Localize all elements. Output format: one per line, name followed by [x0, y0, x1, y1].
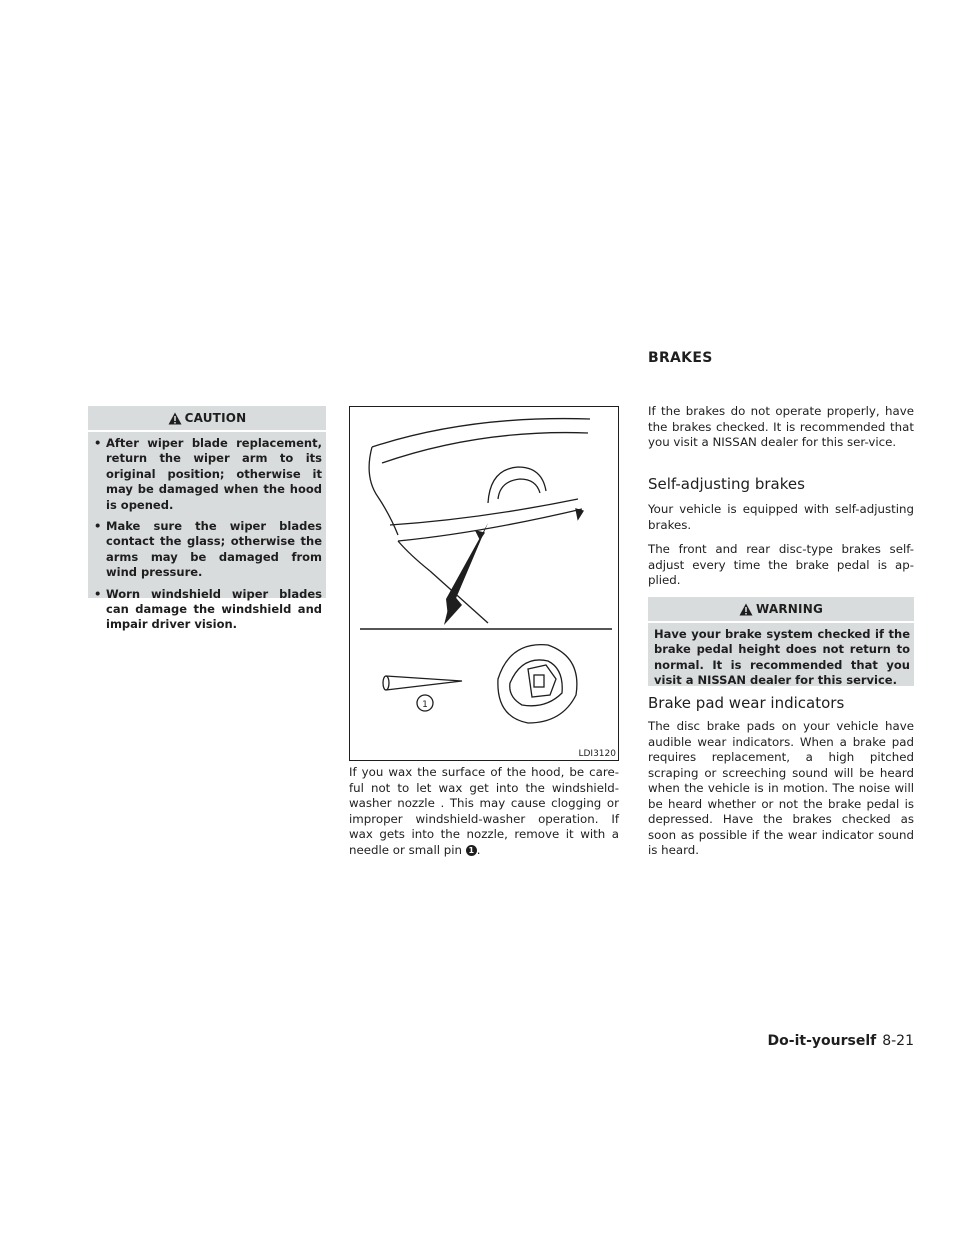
- page-footer: [768, 1033, 914, 1049]
- caution-item: • Make sure the wiper blades contact the glass; otherwise the arms may be damaged from wind pressure.: [94, 519, 322, 581]
- heading-self-adjusting-brakes: Self-adjusting brakes: [648, 475, 805, 493]
- warning-text: Have your brake system checked if the brake pedal height does not return to normal. It is recommended that you visit a NISSAN dealer for this service.: [654, 627, 910, 688]
- caution-title: CAUTION: [184, 411, 247, 425]
- caution-header: [88, 406, 326, 430]
- caution-list: [88, 436, 326, 633]
- self-adjusting-p1: Your vehicle is equipped with self-adjusting brakes.: [648, 502, 914, 532]
- footer-section: Do-it-yourself: [767, 1033, 877, 1049]
- brake-pad-wear-text: The disc brake pads on your vehicle have audible wear indicators. When a brake pad requires replacement, a high pitched scraping or screeching sound will be heard when the vehicle is in motion. The noise will be heard whether or not the brake pedal is depressed. Have the brakes checked as soon as possible if the wear indicator sound is heard.: [648, 719, 914, 857]
- section-title-brakes: BRAKES: [648, 350, 713, 366]
- caution-box: [88, 406, 326, 632]
- wax-paragraph: [349, 765, 619, 858]
- wax-paragraph-text: If you wax the surface of the hood, be care-ful not to let wax get into the windshield-washer nozzle . This may cause clogging or improper windshield-washer operation. If wax gets into the nozzle, remove it with a needle or small pin: [349, 765, 619, 857]
- heading-brake-pad-wear-indicators: Brake pad wear indicators: [648, 694, 845, 712]
- warning-title: WARNING: [755, 602, 824, 616]
- brakes-intro: If the brakes do not operate properly, have the brakes checked. It is recommended that you visit a NISSAN dealer for this ser-vice.: [648, 404, 914, 449]
- warning-box: [648, 597, 914, 686]
- footer-page-number: 8-21: [882, 1033, 914, 1049]
- windshield-washer-nozzle-illustration: [349, 406, 619, 761]
- wax-paragraph-end: .: [476, 842, 481, 857]
- caution-item: • Worn windshield wiper blades can damage the windshield and impair driver vision.: [94, 587, 322, 633]
- caution-divider: [88, 430, 326, 432]
- caution-item: • After wiper blade replacement, return the wiper arm to its original position; otherwise it may be damaged when the hood is opened.: [94, 436, 322, 513]
- warning-triangle-icon: [168, 412, 182, 425]
- figure-code: LDI3120: [578, 749, 616, 759]
- hood-nozzle-drawing: [350, 407, 618, 760]
- figure-callout-number: 1: [422, 700, 428, 710]
- callout-badge: 1: [466, 845, 477, 856]
- warning-header: [648, 597, 914, 621]
- warning-triangle-icon: [739, 603, 753, 616]
- self-adjusting-p2: The front and rear disc-type brakes self-adjust every time the brake pedal is ap-plied.: [648, 542, 914, 587]
